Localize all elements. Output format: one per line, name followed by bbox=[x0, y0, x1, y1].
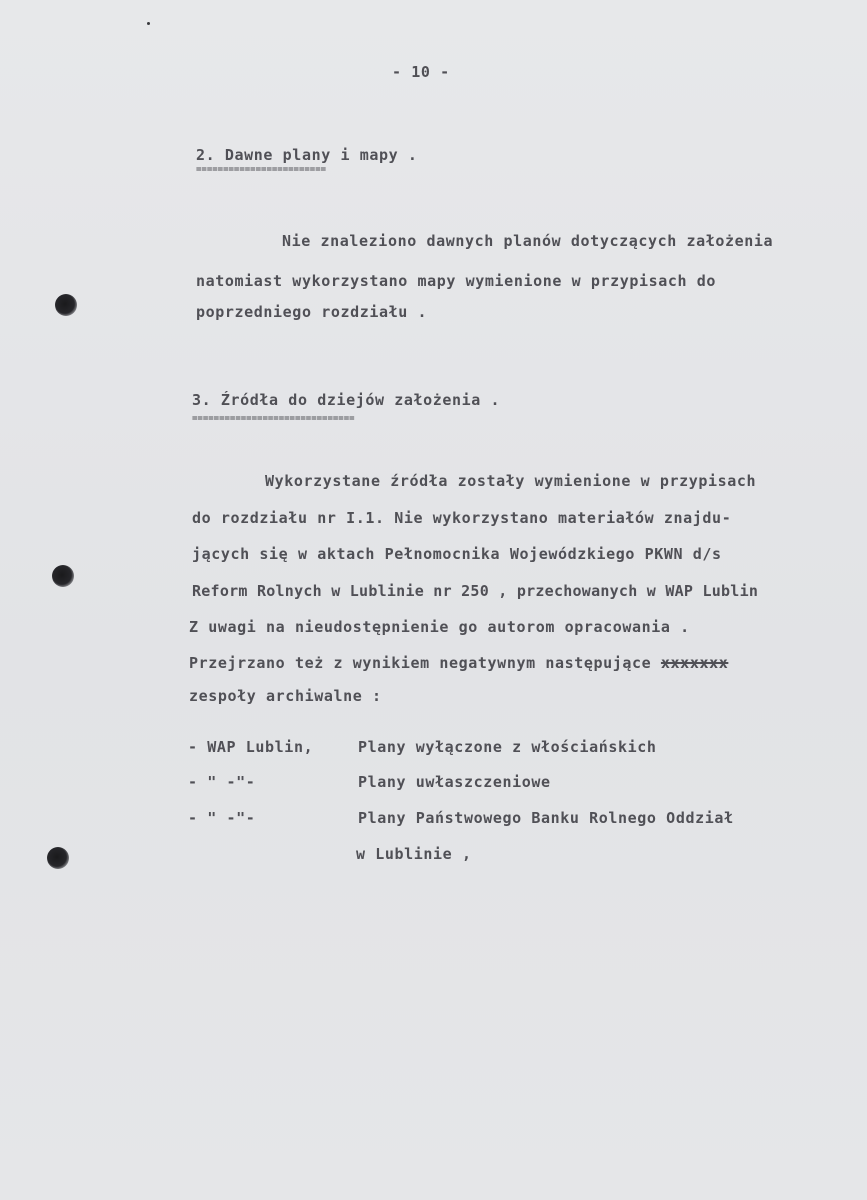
section-3-line-6-text: Przejrzano też z wynikiem negatywnym następujące bbox=[189, 654, 652, 672]
struck-out-word: xxxxxxx bbox=[660, 654, 729, 672]
section-3-line-4: Reform Rolnych w Lublinie nr 250 , przechowanych w WAP Lublin bbox=[192, 582, 759, 600]
section-3-line-6 bbox=[189, 654, 728, 672]
archive-list-title-2: Plany uwłaszczeniowe bbox=[358, 773, 551, 791]
section-2-line-1: Nie znaleziono dawnych planów dotyczących założenia bbox=[282, 232, 774, 250]
archive-list-title-1: Plany wyłączone z włościańskich bbox=[358, 738, 657, 756]
section-3-heading: 3. Źródła do dziejów założenia . bbox=[192, 391, 501, 409]
archive-list-source-2: - " -"- bbox=[188, 773, 256, 791]
section-2-heading: 2. Dawne plany i mapy . bbox=[196, 146, 418, 164]
section-3-line-2: do rozdziału nr I.1. Nie wykorzystano materiałów znajdu- bbox=[192, 509, 732, 527]
section-3-line-7: zespoły archiwalne : bbox=[189, 687, 382, 705]
section-3-line-5: Z uwagi na nieudostępnienie go autorom opracowania . bbox=[189, 618, 690, 636]
punch-hole bbox=[52, 565, 74, 587]
punch-hole bbox=[55, 294, 77, 316]
section-3-line-3: jących się w aktach Pełnomocnika Wojewódzkiego PKWN d/s bbox=[192, 545, 722, 563]
paper-speck bbox=[147, 22, 150, 25]
section-3-underline: ============================== bbox=[192, 415, 355, 423]
archive-list-source-1: - WAP Lublin, bbox=[188, 738, 314, 756]
section-2-underline: ======================== bbox=[196, 166, 327, 174]
archive-list-title-3: Plany Państwowego Banku Rolnego Oddział bbox=[358, 809, 734, 827]
section-3-line-1: Wykorzystane źródła zostały wymienione w przypisach bbox=[265, 472, 757, 490]
page-number: - 10 - bbox=[392, 63, 450, 81]
archive-list-source-3: - " -"- bbox=[188, 809, 256, 827]
archive-list-title-4: w Lublinie , bbox=[356, 845, 472, 863]
section-2-line-2: natomiast wykorzystano mapy wymienione w przypisach do bbox=[196, 272, 717, 290]
section-2-line-3: poprzedniego rozdziału . bbox=[196, 303, 428, 321]
punch-hole bbox=[47, 847, 69, 869]
